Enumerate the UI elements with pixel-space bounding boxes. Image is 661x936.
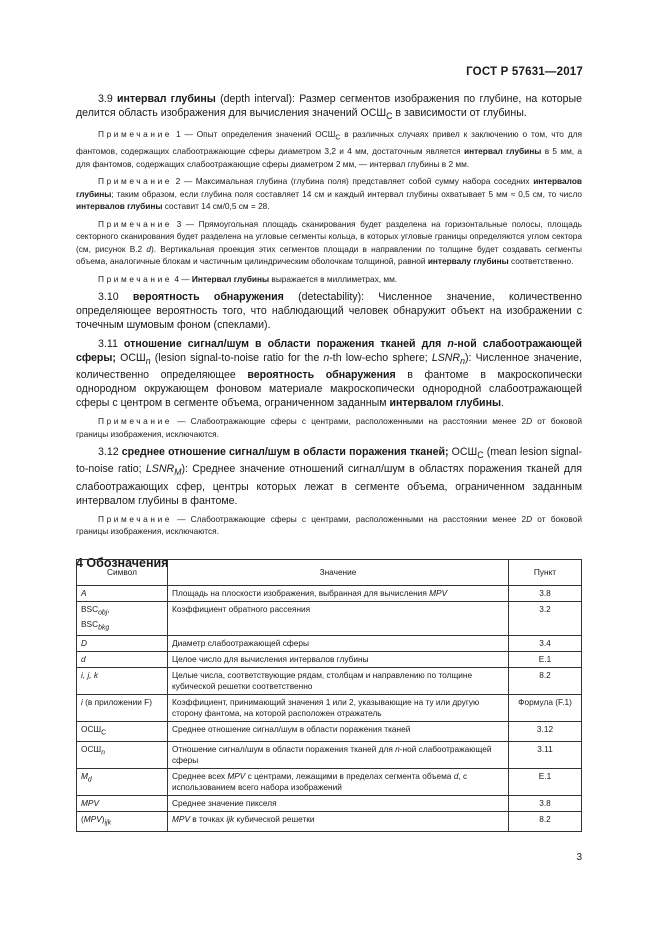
clause-cell: E.1 bbox=[509, 652, 582, 668]
term-3-11: 3.11 отношение сигнал/шум в области поражения тканей для n-ной слабоотражающей сферы; $ОСШ_n$ (lesion signal-to-noise ratio for the n-th low-echo sphere; $LSNR_n$): Численное значение, количественно определяющее вероятность обнаружения в фантоме в макроскопически однородном окружающем фоновом материале макроскопически однородной слабоотражающей сферы с центром в сегменте объема, ограниченном заданным интервалом глубины. bbox=[76, 338, 583, 410]
meaning-cell: Коэффициент, принимающий значения 1 или 2, указывающие на ту или другую сторону фантома, на которой расположен отражатель bbox=[168, 695, 509, 722]
symbol-cell: d bbox=[77, 652, 168, 668]
meaning-cell: Среднее значение пикселя bbox=[168, 795, 509, 811]
meaning-cell: MPV в точках ijk кубической решетки bbox=[168, 811, 509, 831]
note-4: Примечание 4 — Интервал глубины выражается в миллиметрах, мм. bbox=[98, 273, 398, 284]
table-row bbox=[77, 722, 582, 742]
meaning-cell: Коэффициент обратного рассеяния bbox=[168, 602, 509, 636]
meaning-cell: Отношение сигнал/шум в области поражения тканей для n-ной слабоотражающей сферы bbox=[168, 741, 509, 768]
term-3-12: 3.12 среднее отношение сигнал/шум в области поражения тканей; $ОСШ_C$ (mean lesion signal-to-noise ratio; $LSNR_M$): Среднее значение отношений сигнал/шум в областях поражения тканей для слабоотражающих сфер, центры которых лежат в сегменте объема, ограниченном заданным интервалом глубины в фантоме. bbox=[76, 446, 583, 507]
table-row bbox=[77, 768, 582, 795]
note-2: Примечание 2 — Максимальная глубина (глубина поля) представляет собой сумму набора соседних интервалов глубины; таким образом, если глубина поля составляет 14 см и каждый интервал глубины охватывает 5 мм ≈ 0,5 см, то число интервалов глубины составит 14 см/0,5 см = 28. bbox=[76, 176, 582, 212]
main-content bbox=[76, 92, 582, 580]
symbol-cell: A bbox=[77, 586, 168, 602]
table-row bbox=[77, 795, 582, 811]
term-3-10: 3.10 вероятность обнаружения (detectability): Численное значение, количественно определяющее вероятность того, что наблюдающий человек обнаружит объект на изображении с точечным шумовым фоном (спеклами). bbox=[76, 291, 583, 332]
note-3-12: Примечание — Слабоотражающие сферы с центрами, расположенными на расстоянии менее 2D от боковой границы изображения, исключаются. bbox=[76, 513, 582, 537]
clause-cell: E.1 bbox=[509, 768, 582, 795]
note-3-11: Примечание — Слабоотражающие сферы с центрами, расположенными на расстоянии менее 2D от боковой границы изображения, исключаются. bbox=[76, 416, 582, 439]
term-3-9: 3.9 интервал глубины (depth interval): Размер сегментов изображения по глубине, на которые делится область изображения для вычисления значений $ОСШ_C$ в зависимости от глубины. bbox=[76, 93, 583, 122]
table-row bbox=[77, 668, 582, 695]
table-row bbox=[77, 652, 582, 668]
clause-cell: Формула (F.1) bbox=[509, 695, 582, 722]
clause-cell: 3.8 bbox=[509, 586, 582, 602]
clause-cell: 3.11 bbox=[509, 741, 582, 768]
clause-cell: 3.8 bbox=[509, 795, 582, 811]
table-row bbox=[77, 811, 582, 831]
table-row bbox=[77, 636, 582, 652]
column-header: Значение bbox=[168, 560, 509, 586]
symbol-cell: D bbox=[77, 636, 168, 652]
page-number: 3 bbox=[576, 852, 582, 863]
clause-cell: 3.2 bbox=[509, 602, 582, 636]
symbol-cell: $M_d$ bbox=[77, 768, 168, 795]
note-1: Примечание 1 — Опыт определения значений $ОСШ_C$ в различных случаях привел к заключению о том, что для фантомов, содержащих слабоотражающие сферы диаметром 3,2 и 4 мм, достаточным является интервал глубины в 5 мм, а для фантомов, содержащих слабоотражающие сферы диаметром 2 мм, — интервал глубины в 2 мм. bbox=[76, 129, 583, 169]
symbol-cell: i, j, k bbox=[77, 668, 168, 695]
meaning-cell: Диаметр слабоотражающей сферы bbox=[168, 636, 509, 652]
note-3: Примечание 3 — Прямоугольная площадь сканирования будет разделена на горизонтальные полосы, площадь секторного сканирования будет разделена на угловые сегменты кольца, в которых угловые границы определяются углом сектора (см, рисунок В.2 d). Вертикальная проекция этих сегментов площади в направлении по толщине будет создавать сегменты объема, аналогичные блокам и частичным цилиндрическим оболочкам толщиной, равной интервалу глубины соответственно. bbox=[76, 218, 582, 267]
clause-cell: 3.4 bbox=[509, 636, 582, 652]
symbol-cell: $ОСШ_n$ bbox=[77, 741, 168, 768]
table-header-row bbox=[77, 560, 582, 586]
symbol-cell: $BSC_{obj}$, $BSC_{bkg}$ bbox=[77, 602, 168, 636]
clause-cell: 3.12 bbox=[509, 722, 582, 742]
symbol-cell: MPV bbox=[77, 795, 168, 811]
clause-cell: 8.2 bbox=[509, 668, 582, 695]
symbols-table bbox=[76, 559, 582, 832]
symbol-cell: i (в приложении F) bbox=[77, 695, 168, 722]
clause-cell: 8.2 bbox=[509, 811, 582, 831]
symbol-cell: $ОСШ_C$ bbox=[77, 722, 168, 742]
symbol-cell: $(MPV)_{ijk}$ bbox=[77, 811, 168, 831]
table-row bbox=[77, 741, 582, 768]
page-header: ГОСТ Р 57631—2017 bbox=[466, 66, 583, 78]
table-row bbox=[77, 586, 582, 602]
table-row bbox=[77, 602, 582, 636]
meaning-cell: Площадь на плоскости изображения, выбранная для вычисления MPV bbox=[168, 586, 509, 602]
table-row bbox=[77, 695, 582, 722]
meaning-cell: Целые числа, соответствующие рядам, столбцам и направлению по толщине кубической решетки соответственно bbox=[168, 668, 509, 695]
meaning-cell: Целое число для вычисления интервалов глубины bbox=[168, 652, 509, 668]
meaning-cell: Среднее всех MPV с центрами, лежащими в пределах сегмента объема d, с использованием всего набора изображений bbox=[168, 768, 509, 795]
section-title: 4 Обозначения bbox=[76, 555, 169, 570]
column-header: Пункт bbox=[509, 560, 582, 586]
column-header: Символ bbox=[77, 560, 168, 586]
meaning-cell: Среднее отношение сигнал/шум в области поражения тканей bbox=[168, 722, 509, 742]
